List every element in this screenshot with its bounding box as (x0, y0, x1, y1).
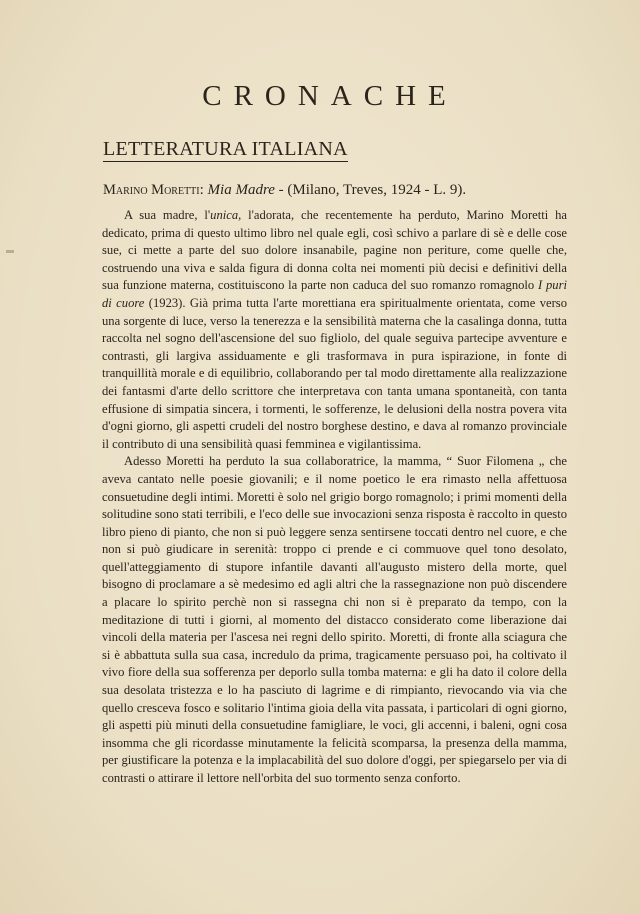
subsection-title: LETTERATURA ITALIANA (103, 138, 348, 160)
citation-author: Marino Moretti (103, 182, 200, 198)
paragraph-1-text-a: A sua madre, l' (124, 208, 211, 222)
citation-details: - (Milano, Treves, 1924 - L. 9). (274, 182, 467, 198)
paragraph-2: Adesso Moretti ha perduto la sua collaboratrice, la mamma, “ Suor Filomena „ che aveva cantato nelle poesie giovanili; e il nome poetico le era rimasto nella affettuosa consuetudine degli intimi. Moretti è solo nel grigio borgo romagnolo; i primi momenti della solitudine sono stati terribili, e l'eco delle sue invocazioni senza risposta è raccolto in questo libro pieno di pianto, che non si può leggere senza sentirsene toccati dentro nel cuore, e che non si può giudicare in serenità: troppo ci prende e ci commuove quel tono desolato, quell'atteggiamento di stupore infantile davanti all'augusto mistero della morte, quel bisogno di proclamare a sè medesimo ed agli altri che la rassegnazione non può discendere a placare lo spirito perchè non si rassegna chi non si è preparato da tempo, con la meditazione di tutti i giorni, al momento del distacco considerato come liberazione dai vincoli della materia per l'ascesa nei regni dello spirito. Moretti, di fronte alla sciagura che si è abbattuta sulla sua casa, incredulo da prima, tragicamente persuaso poi, ha coltivato il vivo fiore della sua sofferenza per deporlo sulla tomba materna: e gli ha dato il colore della sua desolata tristezza e lo ha pasciuto di lagrime e di rimpianto, rievocando via via che quello cresceva fosco e solitario l'intima gioia della vita passata, i particolari di ogni giorno, gli aspetti più minuti della consuetudine famigliare, le voci, gli accenni, i baleni, ogni cosa insomma che gli ricordasse minutamente la felicità scomparsa, la presenza della mamma, per giustificare la potenza e la implacabilità del suo dolore d'oggi, per spiegarselo per via di contrasti o attirare il lettore nell'orbita del suo tormento senza conforto. (102, 454, 567, 785)
paragraph-1-text-b: l'adorata, che recentemente ha perduto, Marino Moretti ha dedicato, prima di questo ultimo libro nel quale egli, così schivo a parlare di sè e delle cose sue, ci mette a parte del suo dolore insanabile, pagine non periture, come quelle che, costruendo una viva e salda figura di donna colta nei momenti più decisi e definitivi della sua funzione materna, costituiscono la parte non caduca del suo romanzo romagnolo (102, 208, 567, 293)
citation-book-title: Mia Madre (207, 182, 275, 198)
page-margin-mark (6, 250, 14, 253)
article-body (102, 207, 567, 788)
paragraph-1-text-c: (1923). Già prima tutta l'arte morettiana era spiritualmente orientata, come verso una sorgente di luce, verso la tenerezza e la sensibilità materna che la casalinga donna, tutta raccolta nel sogno dell'ascensione del suo figliolo, del quale seguiva partecipe avventure e contrasti, gli largiva assiduamente e gli trasformava in pura ispirazione, in fonte di tranquillità morale e di equilibrio, collaborando per tal modo direttamente alla realizzazione dei fantasmi d'arte dello scrittore che interpretava con tanta umana spontaneità, con tanta effusione di simpatia sincera, i tormenti, le sofferenze, le delusioni della nostra povera vita d'ogni giorno, gli aspetti crudeli del nostro borghese destino, e dava al romanzo provinciale il contributo di una sensibilità quasi femminea e vigilantissima. (102, 295, 567, 451)
paragraph-1-novel-title: I puri di cuore (102, 278, 567, 310)
paragraph-1 (102, 207, 567, 453)
paragraph-1-emphasis-unica: unica, (210, 208, 242, 222)
citation-separator: : (199, 182, 208, 198)
section-title: CRONACHE (202, 80, 458, 112)
book-citation (103, 180, 466, 200)
